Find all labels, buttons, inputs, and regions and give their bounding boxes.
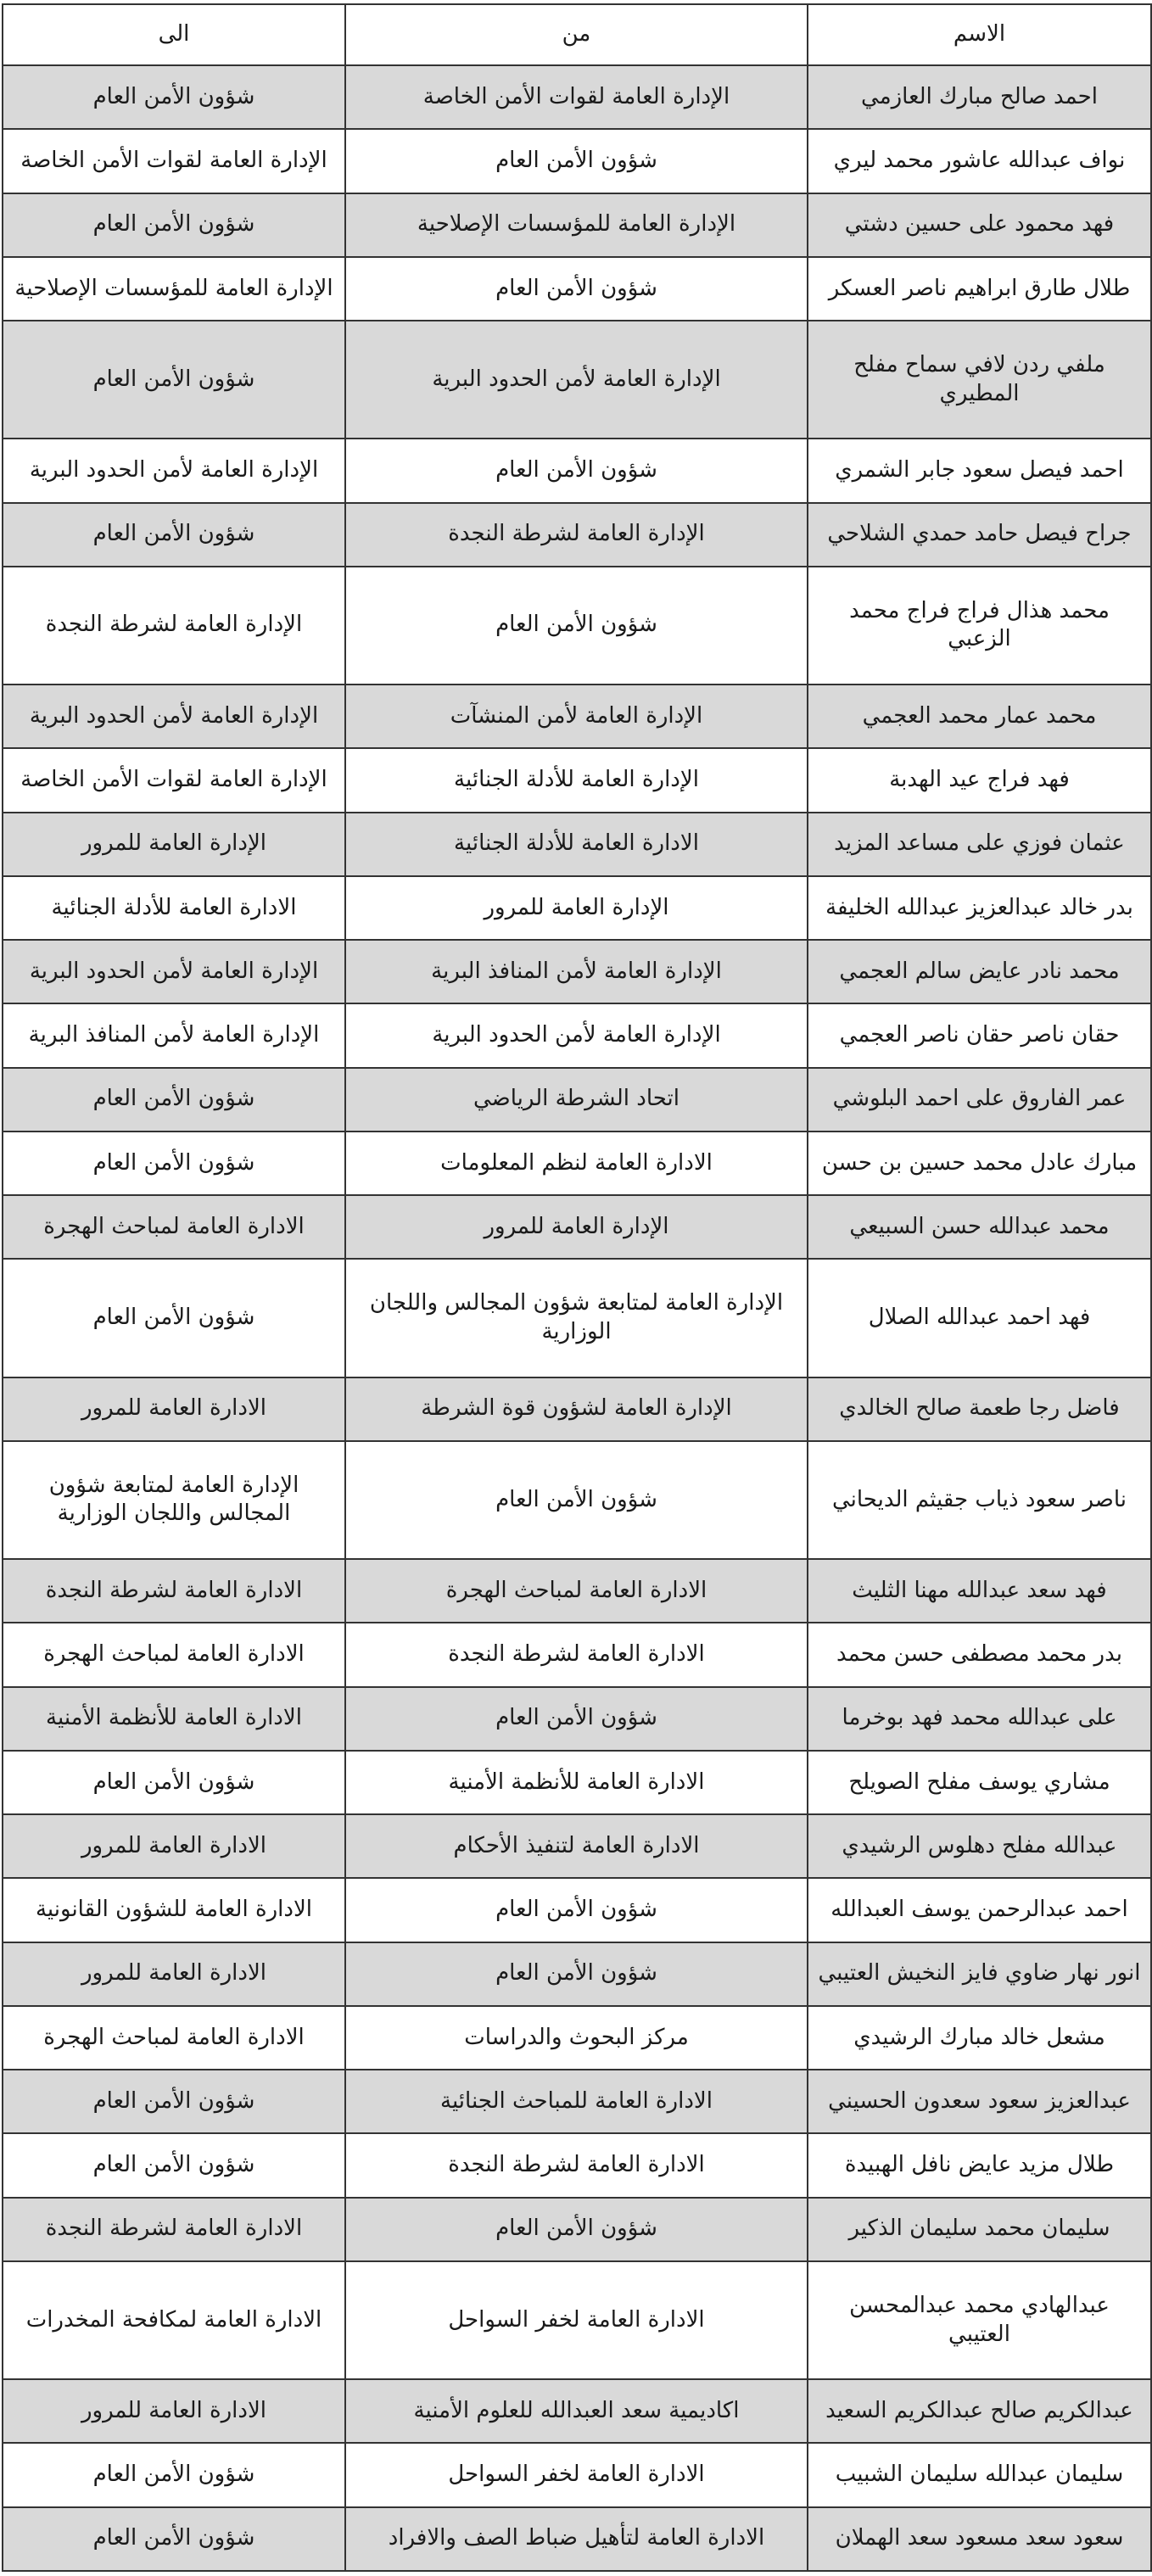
table-row xyxy=(3,1377,1151,1441)
cell-name: عبدالعزيز سعود سعدون الحسيني xyxy=(808,2070,1151,2133)
cell-name: بدر محمد مصطفى حسن محمد xyxy=(808,1623,1151,1686)
cell-to: الادارة العامة للأدلة الجنائية xyxy=(3,876,345,940)
cell-to: الادارة العامة لمكافحة المخدرات xyxy=(3,2261,345,2379)
table-row xyxy=(3,1559,1151,1623)
cell-from: شؤون الأمن العام xyxy=(345,1687,808,1751)
cell-name: ملفي ردن لافي سماح مفلح المطيري xyxy=(808,321,1151,439)
cell-from: شؤون الأمن العام xyxy=(345,1441,808,1559)
cell-from: الإدارة العامة للمرور xyxy=(345,1195,808,1259)
cell-from: الادارة العامة لخفر السواحل xyxy=(345,2443,808,2506)
cell-to: شؤون الأمن العام xyxy=(3,321,345,439)
table-body xyxy=(3,65,1151,2571)
table-row xyxy=(3,813,1151,876)
cell-to: شؤون الأمن العام xyxy=(3,1259,345,1377)
table-row xyxy=(3,2443,1151,2506)
cell-from: الإدارة العامة لأمن المنافذ البرية xyxy=(345,940,808,1003)
cell-to: الإدارة العامة لأمن الحدود البرية xyxy=(3,439,345,502)
cell-to: شؤون الأمن العام xyxy=(3,2507,345,2571)
cell-name: ناصر سعود ذياب جقيثم الديحاني xyxy=(808,1441,1151,1559)
table-row xyxy=(3,2006,1151,2070)
cell-name: فهد فراج عيد الهدبة xyxy=(808,748,1151,812)
table-row xyxy=(3,321,1151,439)
cell-name: فاضل رجا طعمة صالح الخالدي xyxy=(808,1377,1151,1441)
table-row xyxy=(3,439,1151,502)
cell-to: الادارة العامة للشؤون القانونية xyxy=(3,1878,345,1942)
cell-to: الادارة العامة للمرور xyxy=(3,1814,345,1878)
table-row xyxy=(3,2379,1151,2443)
table-row xyxy=(3,65,1151,129)
table-row xyxy=(3,1942,1151,2006)
cell-name: انور نهار ضاوي فايز النخيش العتيبي xyxy=(808,1942,1151,2006)
cell-from: مركز البحوث والدراسات xyxy=(345,2006,808,2070)
cell-to: الادارة العامة للأنظمة الأمنية xyxy=(3,1687,345,1751)
table-row xyxy=(3,1751,1151,1814)
cell-from: الإدارة العامة لأمن المنشآت xyxy=(345,685,808,748)
cell-name: فهد سعد عبدالله مهنا الثليث xyxy=(808,1559,1151,1623)
cell-name: سليمان محمد سليمان الذكير xyxy=(808,2198,1151,2261)
cell-name: مشعل خالد مبارك الرشيدي xyxy=(808,2006,1151,2070)
table-row xyxy=(3,940,1151,1003)
transfers-table xyxy=(2,3,1152,2572)
cell-name: طلال طارق ابراهيم ناصر العسكر xyxy=(808,257,1151,321)
table-row xyxy=(3,2070,1151,2133)
cell-to: الادارة العامة للمرور xyxy=(3,1942,345,2006)
cell-from: الادارة العامة لتأهيل ضباط الصف والافراد xyxy=(345,2507,808,2571)
cell-name: احمد صالح مبارك العازمي xyxy=(808,65,1151,129)
cell-to: شؤون الأمن العام xyxy=(3,193,345,257)
table-row xyxy=(3,1623,1151,1686)
cell-from: شؤون الأمن العام xyxy=(345,257,808,321)
table-row xyxy=(3,1814,1151,1878)
cell-to: شؤون الأمن العام xyxy=(3,1068,345,1132)
cell-name: عبدالله مفلح دهلوس الرشيدي xyxy=(808,1814,1151,1878)
cell-from: الإدارة العامة لشؤون قوة الشرطة xyxy=(345,1377,808,1441)
table-row xyxy=(3,257,1151,321)
table-row xyxy=(3,567,1151,685)
table-row xyxy=(3,1003,1151,1067)
cell-to: الإدارة العامة لأمن الحدود البرية xyxy=(3,940,345,1003)
table-row xyxy=(3,2261,1151,2379)
table-row xyxy=(3,748,1151,812)
cell-from: الإدارة العامة للأدلة الجنائية xyxy=(345,748,808,812)
cell-from: الإدارة العامة للمؤسسات الإصلاحية xyxy=(345,193,808,257)
cell-from: الادارة العامة لنظم المعلومات xyxy=(345,1132,808,1195)
cell-to: الإدارة العامة لمتابعة شؤون المجالس واللجان الوزارية xyxy=(3,1441,345,1559)
cell-to: شؤون الأمن العام xyxy=(3,2443,345,2506)
cell-from: الادارة العامة لخفر السواحل xyxy=(345,2261,808,2379)
table-row xyxy=(3,1259,1151,1377)
table-row xyxy=(3,685,1151,748)
cell-to: الادارة العامة لمباحث الهجرة xyxy=(3,1195,345,1259)
cell-to: الإدارة العامة لأمن الحدود البرية xyxy=(3,685,345,748)
cell-name: محمد عبدالله حسن السبيعي xyxy=(808,1195,1151,1259)
cell-from: الإدارة العامة لأمن الحدود البرية xyxy=(345,1003,808,1067)
table-row xyxy=(3,1132,1151,1195)
header-from: من xyxy=(345,4,808,65)
cell-to: شؤون الأمن العام xyxy=(3,2070,345,2133)
table-row xyxy=(3,1441,1151,1559)
cell-to: شؤون الأمن العام xyxy=(3,503,345,567)
cell-name: جراح فيصل حامد حمدي الشلاحي xyxy=(808,503,1151,567)
cell-from: شؤون الأمن العام xyxy=(345,439,808,502)
cell-name: فهد محمود على حسين دشتي xyxy=(808,193,1151,257)
cell-name: سليمان عبدالله سليمان الشبيب xyxy=(808,2443,1151,2506)
header-name: الاسم xyxy=(808,4,1151,65)
table-row xyxy=(3,503,1151,567)
cell-to: الإدارة العامة لشرطة النجدة xyxy=(3,567,345,685)
cell-from: الادارة العامة لمباحث الهجرة xyxy=(345,1559,808,1623)
cell-name: سعود سعد مسعود سعد الهملان xyxy=(808,2507,1151,2571)
cell-to: الادارة العامة لشرطة النجدة xyxy=(3,1559,345,1623)
table-row xyxy=(3,129,1151,193)
header-row xyxy=(3,4,1151,65)
cell-to: الادارة العامة لمباحث الهجرة xyxy=(3,1623,345,1686)
cell-name: على عبدالله محمد فهد بوخرما xyxy=(808,1687,1151,1751)
cell-name: احمد عبدالرحمن يوسف العبدالله xyxy=(808,1878,1151,1942)
cell-name: عثمان فوزي على مساعد المزيد xyxy=(808,813,1151,876)
cell-from: شؤون الأمن العام xyxy=(345,2198,808,2261)
cell-from: شؤون الأمن العام xyxy=(345,129,808,193)
table-row xyxy=(3,1687,1151,1751)
table-row xyxy=(3,2198,1151,2261)
cell-name: مبارك عادل محمد حسين بن حسن xyxy=(808,1132,1151,1195)
cell-to: الإدارة العامة لقوات الأمن الخاصة xyxy=(3,748,345,812)
table-row xyxy=(3,193,1151,257)
cell-name: عبدالكريم صالح عبدالكريم السعيد xyxy=(808,2379,1151,2443)
table-row xyxy=(3,1068,1151,1132)
cell-from: شؤون الأمن العام xyxy=(345,1878,808,1942)
cell-to: شؤون الأمن العام xyxy=(3,1132,345,1195)
cell-from: الادارة العامة لشرطة النجدة xyxy=(345,2133,808,2197)
cell-name: عمر الفاروق على احمد البلوشي xyxy=(808,1068,1151,1132)
table-row xyxy=(3,2133,1151,2197)
cell-from: الادارة العامة للمباحث الجنائية xyxy=(345,2070,808,2133)
cell-to: شؤون الأمن العام xyxy=(3,65,345,129)
cell-to: الإدارة العامة لأمن المنافذ البرية xyxy=(3,1003,345,1067)
cell-from: اتحاد الشرطة الرياضي xyxy=(345,1068,808,1132)
cell-to: الادارة العامة للمرور xyxy=(3,1377,345,1441)
cell-to: الادارة العامة لشرطة النجدة xyxy=(3,2198,345,2261)
cell-from: الادارة العامة لشرطة النجدة xyxy=(345,1623,808,1686)
cell-name: محمد هذال فراج فراج محمد الزعبي xyxy=(808,567,1151,685)
cell-name: طلال مزيد عايض نافل الهبيدة xyxy=(808,2133,1151,2197)
cell-name: احمد فيصل سعود جابر الشمري xyxy=(808,439,1151,502)
cell-from: الادارة العامة للأدلة الجنائية xyxy=(345,813,808,876)
cell-name: عبدالهادي محمد عبدالمحسن العتيبي xyxy=(808,2261,1151,2379)
header-to: الى xyxy=(3,4,345,65)
table-row xyxy=(3,1195,1151,1259)
cell-from: الإدارة العامة للمرور xyxy=(345,876,808,940)
cell-to: شؤون الأمن العام xyxy=(3,2133,345,2197)
table-row xyxy=(3,2507,1151,2571)
cell-to: شؤون الأمن العام xyxy=(3,1751,345,1814)
cell-to: الادارة العامة للمرور xyxy=(3,2379,345,2443)
table-row xyxy=(3,1878,1151,1942)
cell-name: نواف عبدالله عاشور محمد ليري xyxy=(808,129,1151,193)
cell-from: شؤون الأمن العام xyxy=(345,1942,808,2006)
cell-from: الادارة العامة للأنظمة الأمنية xyxy=(345,1751,808,1814)
cell-from: الادارة العامة لتنفيذ الأحكام xyxy=(345,1814,808,1878)
cell-name: فهد احمد عبدالله الصلال xyxy=(808,1259,1151,1377)
cell-name: بدر خالد عبدالعزيز عبدالله الخليفة xyxy=(808,876,1151,940)
cell-name: محمد نادر عايض سالم العجمي xyxy=(808,940,1151,1003)
cell-from: اكاديمية سعد العبدالله للعلوم الأمنية xyxy=(345,2379,808,2443)
cell-from: الإدارة العامة لأمن الحدود البرية xyxy=(345,321,808,439)
cell-name: حقان ناصر حقان ناصر العجمي xyxy=(808,1003,1151,1067)
cell-from: الإدارة العامة لشرطة النجدة xyxy=(345,503,808,567)
cell-to: الإدارة العامة لقوات الأمن الخاصة xyxy=(3,129,345,193)
cell-to: الإدارة العامة للمرور xyxy=(3,813,345,876)
cell-from: شؤون الأمن العام xyxy=(345,567,808,685)
cell-name: محمد عمار محمد العجمي xyxy=(808,685,1151,748)
table-row xyxy=(3,876,1151,940)
cell-from: الإدارة العامة لقوات الأمن الخاصة xyxy=(345,65,808,129)
cell-to: الإدارة العامة للمؤسسات الإصلاحية xyxy=(3,257,345,321)
cell-to: الادارة العامة لمباحث الهجرة xyxy=(3,2006,345,2070)
cell-name: مشاري يوسف مفلح الصويلح xyxy=(808,1751,1151,1814)
cell-from: الإدارة العامة لمتابعة شؤون المجالس واللجان الوزارية xyxy=(345,1259,808,1377)
